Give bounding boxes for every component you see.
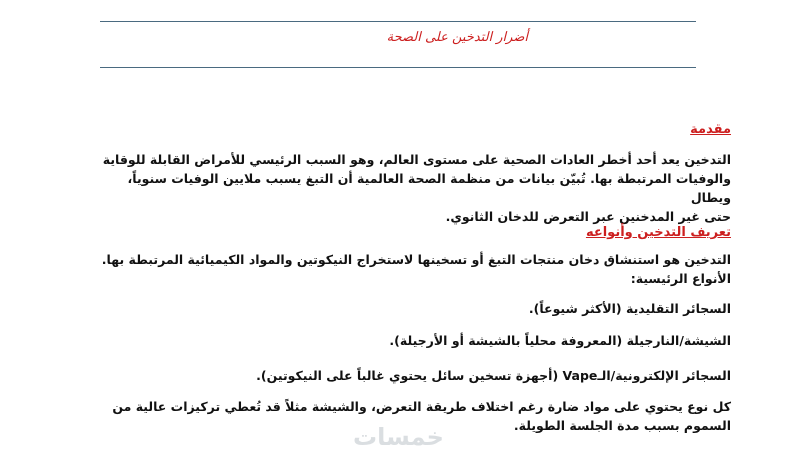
definition-line: التدخين هو استنشاق دخان منتجات التبغ أو تسخينها لاستخراج النيكوتين والمواد الكيميائية المرتبطة بها. [101,252,731,267]
document-title: أضرار التدخين على الصحة [386,30,528,45]
definition-heading: تعريف التدخين وأنواعه [585,225,731,240]
top-rule [100,21,696,22]
intro-line-3: حتى غير المدخنين عبر التعرض للدخان الثانوي. [445,209,731,224]
intro-line-2: والوفيات المرتبطة بها. تُبيّن بيانات من منظمة الصحة العالمية أن التبغ يسبب ملايين الوفيات سنوياً، ويطال [127,171,731,205]
bottom-rule [100,67,696,68]
closing-line-2: السموم بسبب مدة الجلسة الطويلة. [513,418,731,433]
watermark-logo: خمسات [353,423,444,451]
type-item-2: الشيشة/النارجيلة (المعروفة محلياً بالشيشة أو الأرجيلة). [389,333,731,348]
types-label: الأنواع الرئيسية: [630,271,731,286]
type-item-3: السجائر الإلكترونية/الـVape (أجهزة تسخين سائل يحتوي غالباً على النيكوتين). [256,368,731,383]
intro-paragraph [91,150,731,226]
intro-line-1: التدخين يعد أحد أخطر العادات الصحية على مستوى العالم، وهو السبب الرئيسي للأمراض القابلة للوقاية [102,152,731,167]
closing-line-1: كل نوع يحتوي على مواد ضارة رغم اختلاف طريقة التعرض، والشيشة مثلاً قد تُعطي تركيزات عالية من [112,399,731,414]
type-item-1: السجائر التقليدية (الأكثر شيوعاً). [528,301,731,316]
intro-heading: مقدمة [690,122,731,137]
definition-paragraph [91,250,731,288]
